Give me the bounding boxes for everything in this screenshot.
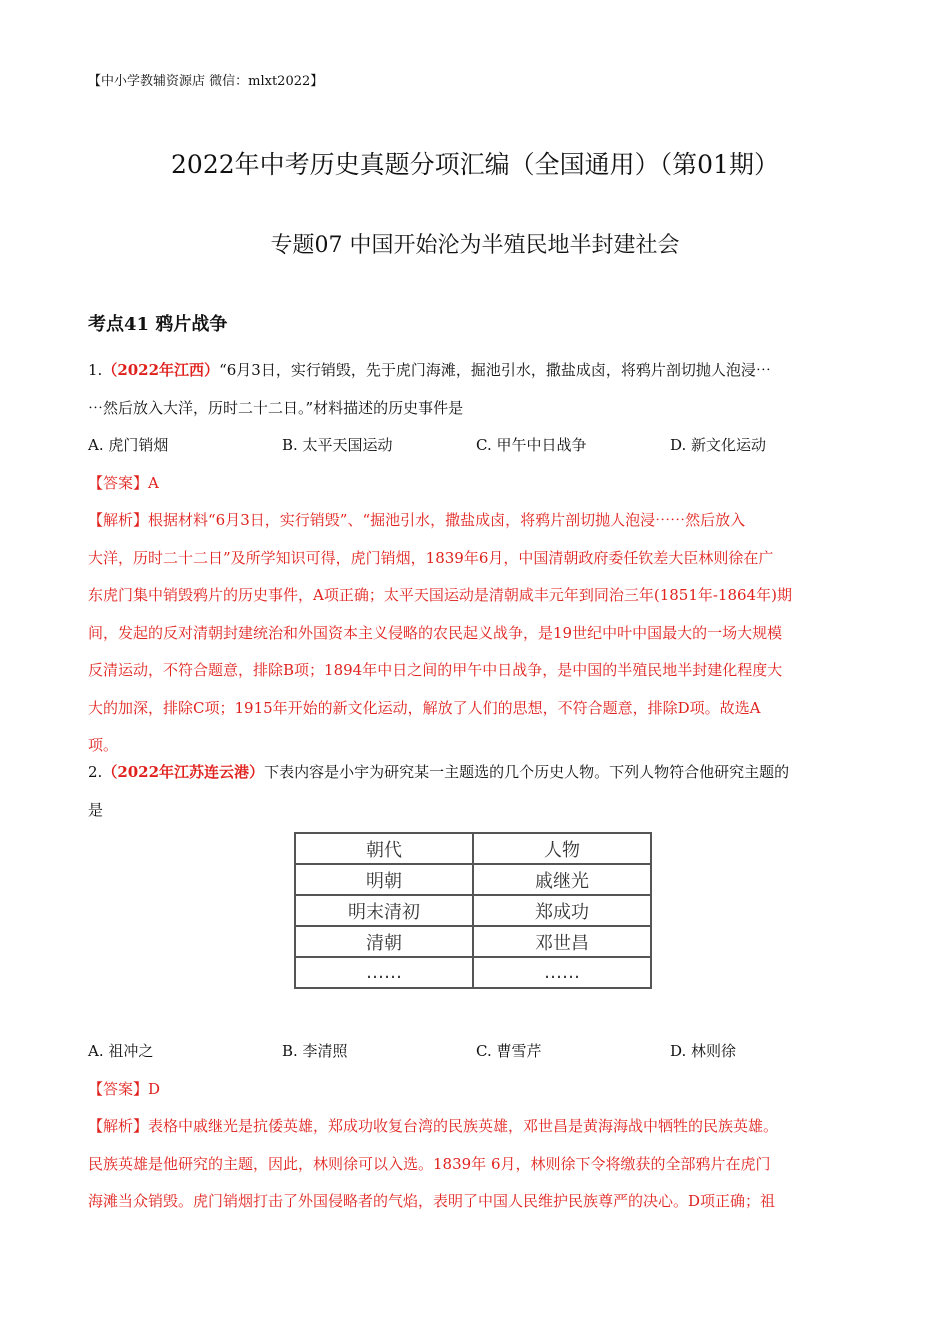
question-1-source: （2022年江西） bbox=[102, 361, 220, 379]
analysis-line: 大洋，历时二十二日”及所学知识可得，虎门销烟，1839年6月，中国清朝政府委任钦差大臣林则徐在广 bbox=[88, 548, 774, 567]
table-cell: …… bbox=[295, 957, 473, 988]
option-d: D. 新文化运动 bbox=[670, 436, 767, 454]
table-row bbox=[295, 864, 651, 895]
question-1 bbox=[88, 352, 864, 765]
question-2-stem-line1: 下表内容是小宇为研究某一主题选的几个历史人物。下列人物符合他研究主题的 bbox=[264, 763, 790, 781]
analysis-line: 间，发起的反对清朝封建统治和外国资本主义侵略的农民起义战争，是19世纪中叶中国最大的一场大规模 bbox=[88, 623, 783, 642]
analysis-line: 民族英雄是他研究的主题，因此，林则徐可以入选。1839年 6月，林则徐下令将缴获的全部鸦片在虎门 bbox=[88, 1154, 771, 1173]
table-cell: 明朝 bbox=[295, 864, 473, 895]
analysis-line: 根据材料“6月3日，实行销毁”、“掘池引水，撒盐成卤，将鸦片剖切抛人泡浸⋯⋯然后放入 bbox=[148, 511, 746, 529]
question-1-number: 1. bbox=[88, 361, 103, 379]
question-2-options bbox=[88, 1033, 864, 1071]
option-b: B. 太平天国运动 bbox=[282, 436, 393, 454]
analysis-label: 【解析】 bbox=[88, 511, 149, 529]
table-row bbox=[295, 895, 651, 926]
option-c: C. 曹雪芹 bbox=[476, 1042, 542, 1060]
analysis-line: 反清运动，不符合题意，排除B项；1894年中日之间的甲午中日战争，是中国的半殖民地半封建化程度大 bbox=[88, 661, 783, 679]
analysis-line: 项。 bbox=[88, 736, 119, 754]
table-cell: 邓世昌 bbox=[473, 926, 651, 957]
table-cell: …… bbox=[473, 957, 651, 988]
analysis-line: 大的加深，排除C项；1915年开始的新文化运动，解放了人们的思想，不符合题意，排除D项。故选A bbox=[88, 698, 761, 717]
question-2-analysis bbox=[88, 1108, 864, 1221]
figures-table bbox=[294, 832, 652, 989]
table-cell: 明末清初 bbox=[295, 895, 473, 926]
question-2-stem-line2: 是 bbox=[88, 800, 104, 819]
table-header-cell: 朝代 bbox=[295, 833, 473, 864]
option-a: A. 祖冲之 bbox=[88, 1042, 154, 1060]
sub-title: 专题07 中国开始沦为半殖民地半封建社会 bbox=[270, 233, 680, 258]
table-header-row bbox=[295, 833, 651, 864]
option-b: B. 李清照 bbox=[282, 1042, 348, 1060]
question-1-stem bbox=[88, 352, 864, 390]
answer-value: A bbox=[148, 473, 159, 492]
table-cell: 戚继光 bbox=[473, 864, 651, 895]
option-d: D. 林则徐 bbox=[670, 1042, 737, 1060]
table-cell: 清朝 bbox=[295, 926, 473, 957]
question-2-source: （2022年江苏连云港） bbox=[102, 763, 265, 781]
question-1-answer bbox=[88, 465, 864, 503]
answer-value: D bbox=[148, 1079, 161, 1098]
question-2-lower bbox=[88, 1033, 864, 1221]
table-header-cell: 人物 bbox=[473, 833, 651, 864]
table-cell: 郑成功 bbox=[473, 895, 651, 926]
analysis-line: 表格中戚继光是抗倭英雄，郑成功收复台湾的民族英雄，邓世昌是黄海海战中牺牲的民族英雄。 bbox=[148, 1117, 779, 1135]
question-1-stem-line1: “6月3日，实行销毁，先于虎门海滩，掘池引水，撒盐成卤，将鸦片剖切抛人泡浸⋯ bbox=[219, 361, 771, 379]
question-2-stem bbox=[88, 754, 864, 792]
header-note: 【中小学教辅资源店 微信：mlxt2022】 bbox=[88, 74, 324, 89]
question-2-number: 2. bbox=[88, 763, 103, 781]
section-heading: 考点41 鸦片战争 bbox=[88, 314, 228, 335]
question-1-options bbox=[88, 427, 864, 465]
option-a: A. 虎门销烟 bbox=[88, 436, 169, 454]
table-row bbox=[295, 957, 651, 988]
table-row bbox=[295, 926, 651, 957]
option-c: C. 甲午中日战争 bbox=[476, 436, 587, 454]
answer-label: 【答案】 bbox=[88, 473, 149, 492]
question-1-analysis bbox=[88, 502, 864, 765]
question-1-stem-line2: ⋯然后放入大洋，历时二十二日。”材料描述的历史事件是 bbox=[88, 398, 464, 417]
analysis-line: 海滩当众销毁。虎门销烟打击了外国侵略者的气焰，表明了中国人民维护民族尊严的决心。D项正确；祖 bbox=[88, 1192, 776, 1210]
analysis-line: 东虎门集中销毁鸦片的历史事件，A项正确；太平天国运动是清朝咸丰元年到同治三年(1851年-1864年)期 bbox=[88, 586, 792, 604]
question-2 bbox=[88, 754, 864, 829]
answer-label: 【答案】 bbox=[88, 1079, 149, 1098]
question-2-answer bbox=[88, 1071, 864, 1109]
main-title: 2022年中考历史真题分项汇编（全国通用）（第01期） bbox=[171, 150, 779, 179]
analysis-label: 【解析】 bbox=[88, 1117, 149, 1135]
